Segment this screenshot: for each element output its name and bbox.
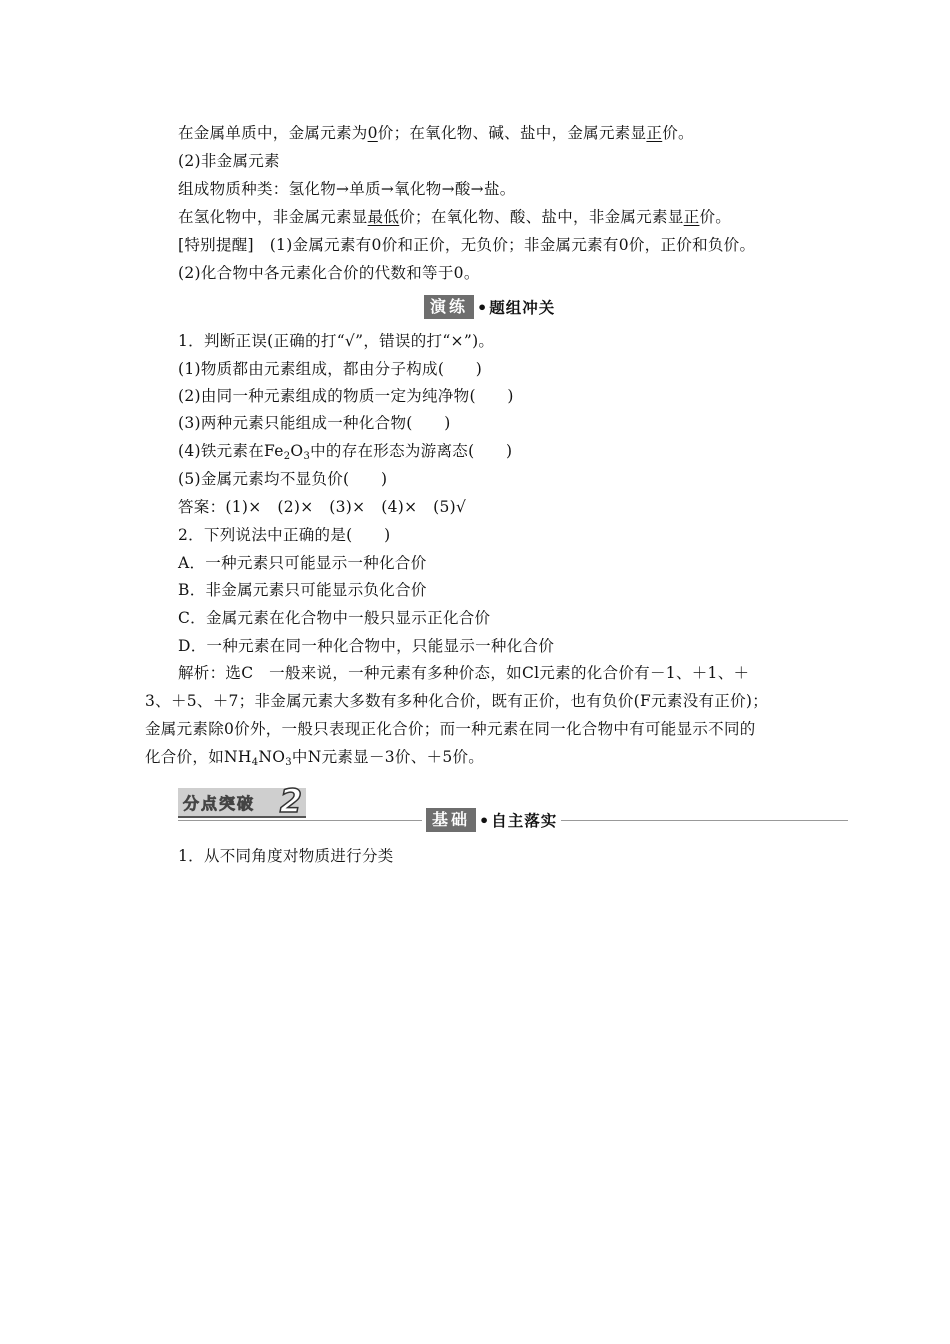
option-b: B．非金属元素只可能显示负化合价 [178,581,427,599]
option-a: A．一种元素只可能显示一种化合价 [178,554,427,572]
question-1-item: (2)由同一种元素组成的物质一定为纯净物( ) [178,387,514,405]
special-reminder: [特别提醒] (1)金属元素有0价和正价，无负价；非金属元素有0价，正价和负价。 [178,236,756,254]
subsection-tag-box: 基础 [426,808,476,832]
text: 在氢化物中，非金属元素显 [178,208,368,226]
option-c: C．金属元素在化合物中一般只显示正化合价 [178,609,491,627]
question-1-item [178,441,512,461]
text-line: 组成物质种类：氢化物→单质→氧化物→酸→盐。 [178,180,516,198]
underlined-answer: 0 [367,124,378,142]
subsection-tag [422,808,561,832]
question-1-answer: 答案：(1)× (2)× (3)× (4)× (5)√ [178,498,467,516]
text-line [178,123,694,143]
question-1-item: (1)物质都由元素组成，都由分子构成( ) [178,360,483,378]
question-2-stem: 2．下列说法中正确的是( ) [178,526,391,544]
text: 价；在氧化物、碱、盐中，金属元素显 [377,124,647,142]
underlined-answer: 最低 [367,208,400,226]
text: 价。 [699,208,732,226]
text: 化合价，如NH [145,748,252,766]
text: 中的存在形态为游离态( ) [310,442,513,460]
subscript: 3 [303,451,311,462]
option-d: D．一种元素在同一种化合物中，只能显示一种化合价 [178,637,555,655]
text: O [290,442,304,460]
text: 价。 [662,124,694,142]
subsection-tag-dot: • [479,810,490,830]
subscript: 4 [251,757,259,768]
subscript: 3 [285,757,292,768]
question-1-item: (3)两种元素只能组成一种化合物( ) [178,414,451,432]
explanation-line [145,747,484,767]
explanation-line: 金属元素除0价外，一般只表现正化合价；而一种元素在同一化合物中有可能显示不同的 [145,720,756,738]
text-line: (2)化合物中各元素化合价的代数和等于0。 [178,264,480,282]
underlined-answer: 正 [683,208,700,226]
text: NO [258,748,286,766]
subheading-nonmetal: (2)非金属元素 [178,152,280,170]
subscript: 2 [283,451,291,462]
explanation-line: 解析：选C 一般来说，一种元素有多种价态，如Cl元素的化合价有－1、＋1、＋ [178,664,750,682]
text-line [178,207,731,227]
section-banner-dot: • [477,297,488,317]
text: 价；在氧化物、酸、盐中，非金属元素显 [399,208,684,226]
explanation-line: 3、＋5、＋7；非金属元素大多数有多种化合价，既有正价，也有负价(F元素没有正价)； [145,692,769,710]
subsection-number: 2 [279,782,302,820]
subsection-label-box [178,782,306,820]
subsection-header [178,782,848,830]
text: 在金属单质中，金属元素为 [178,124,368,142]
text: 中N元素显－3价、＋5价。 [291,748,485,766]
underlined-answer: 正 [646,124,663,142]
section-banner-title: 题组冲关 [489,298,556,317]
section-banner [424,295,555,319]
section-banner-box: 演练 [424,295,474,319]
text-line: 1．从不同角度对物质进行分类 [178,847,394,865]
text: (4)铁元素在Fe [178,442,284,460]
subsection-tag-title: 自主落实 [491,811,558,830]
question-1-stem: 1．判断正误(正确的打“√”，错误的打“×”)。 [178,332,495,350]
subsection-label: 分点突破 [183,793,256,813]
question-1-item: (5)金属元素均不显负价( ) [178,470,388,488]
